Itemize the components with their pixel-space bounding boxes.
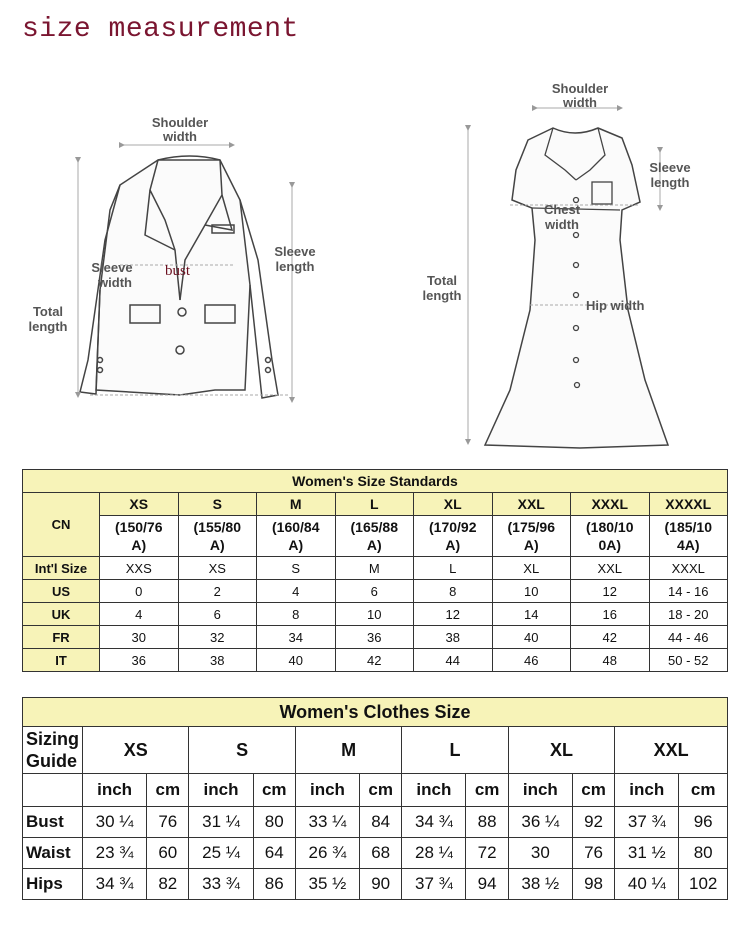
dress-sleeve-length-label-1: Sleeve [649, 160, 691, 175]
table-cell: 80 [679, 838, 728, 869]
table-cell: 10 [492, 580, 571, 603]
table-cell: 46 [492, 649, 571, 672]
table-cell: 18 - 20 [649, 603, 728, 626]
row-label-intl: Int'l Size [23, 557, 100, 580]
table-cell: 72 [466, 838, 508, 869]
unit-cm: cm [466, 774, 508, 807]
table-cell: 26 ¾ [295, 838, 359, 869]
size-name-s: S [178, 493, 257, 516]
dress-shoulder-label-2: width [563, 95, 597, 110]
garment-measurement-illustration [0, 60, 750, 465]
table-cell: 23 ¾ [83, 838, 147, 869]
row-label-hips: Hips [23, 869, 83, 900]
unit-cm: cm [679, 774, 728, 807]
table-cell: 76 [147, 807, 189, 838]
dress-total-length-label-2: length [422, 288, 462, 303]
table-cell: 32 [178, 626, 257, 649]
jacket-total-length-label-1: Total [32, 304, 64, 319]
jacket-total-length-label-2: length [28, 319, 68, 334]
table-row [23, 603, 728, 626]
table-cell: 30 [100, 626, 179, 649]
clothes-size-s: S [189, 727, 295, 774]
table-cell: M [335, 557, 414, 580]
table-row [23, 626, 728, 649]
table-cell: 44 [414, 649, 493, 672]
jacket-sleeve-width-label-1: Sleeve [91, 260, 133, 275]
table-cell: 34 ¾ [402, 807, 466, 838]
dress-drawing [485, 128, 668, 448]
jacket-sleeve-length-label-1: Sleeve [274, 244, 316, 259]
table-cell: 30 ¼ [83, 807, 147, 838]
unit-inch: inch [83, 774, 147, 807]
table-row [23, 649, 728, 672]
blank-cell [23, 774, 83, 807]
sizing-guide-label: Sizing Guide [23, 727, 83, 774]
size-name-xxxl: XXXL [571, 493, 650, 516]
row-label-bust: Bust [23, 807, 83, 838]
cn-label: CN [23, 493, 100, 557]
table-cell: XXS [100, 557, 179, 580]
table-cell: 40 [492, 626, 571, 649]
table-row [23, 838, 728, 869]
size-name-xxxxl: XXXXL [649, 493, 728, 516]
table-cell: 88 [466, 807, 508, 838]
table-cell: 8 [414, 580, 493, 603]
dress-sleeve-length-label-2: length [650, 175, 690, 190]
page-title: size measurement [22, 14, 299, 45]
row-label-fr: FR [23, 626, 100, 649]
table-cell: S [257, 557, 336, 580]
size-name-l: L [335, 493, 414, 516]
table-cell: 36 [335, 626, 414, 649]
unit-inch: inch [295, 774, 359, 807]
dress-total-length-label-1: Total [426, 273, 458, 288]
table-cell: 44 - 46 [649, 626, 728, 649]
size-code-l: (165/88 A) [335, 516, 414, 557]
jacket-bust-label: bust [165, 263, 191, 279]
table-cell: 6 [178, 603, 257, 626]
unit-cm: cm [147, 774, 189, 807]
table-cell: 30 [508, 838, 572, 869]
table-cell: 33 ¼ [295, 807, 359, 838]
table-cell: XXL [571, 557, 650, 580]
size-standards-caption: Women's Size Standards [23, 470, 728, 493]
size-code-xxxl: (180/10 0A) [571, 516, 650, 557]
table-cell: 38 [414, 626, 493, 649]
dress-hip-width-label: Hip width [586, 298, 645, 313]
unit-cm: cm [360, 774, 402, 807]
table-row [23, 807, 728, 838]
size-code-m: (160/84 A) [257, 516, 336, 557]
unit-inch: inch [508, 774, 572, 807]
table-cell: 76 [572, 838, 614, 869]
unit-inch: inch [189, 774, 253, 807]
table-cell: 33 ¾ [189, 869, 253, 900]
table-cell: 4 [100, 603, 179, 626]
table-cell: 12 [414, 603, 493, 626]
row-label-uk: UK [23, 603, 100, 626]
table-cell: 31 ½ [615, 838, 679, 869]
table-cell: 2 [178, 580, 257, 603]
table-cell: 16 [571, 603, 650, 626]
clothes-size-xxl: XXL [615, 727, 728, 774]
table-cell: 31 ¼ [189, 807, 253, 838]
dress-shoulder-label-1: Shoulder [551, 81, 609, 96]
table-cell: 37 ¾ [402, 869, 466, 900]
table-row [23, 580, 728, 603]
size-code-xxl: (175/96 A) [492, 516, 571, 557]
size-code-xxxxl: (185/10 4A) [649, 516, 728, 557]
size-code-xl: (170/92 A) [414, 516, 493, 557]
table-cell: 42 [571, 626, 650, 649]
table-cell: 86 [253, 869, 295, 900]
table-cell: XS [178, 557, 257, 580]
size-name-xxl: XXL [492, 493, 571, 516]
table-cell: 64 [253, 838, 295, 869]
table-cell: 37 ¾ [615, 807, 679, 838]
jacket-shoulder-label-1: Shoulder [151, 115, 209, 130]
unit-inch: inch [615, 774, 679, 807]
row-label-it: IT [23, 649, 100, 672]
table-cell: 25 ¼ [189, 838, 253, 869]
table-cell: 42 [335, 649, 414, 672]
clothes-size-l: L [402, 727, 508, 774]
size-standards-table [22, 469, 728, 672]
garment-diagram [0, 60, 750, 465]
table-cell: 10 [335, 603, 414, 626]
size-name-m: M [257, 493, 336, 516]
table-cell: 92 [572, 807, 614, 838]
table-cell: 80 [253, 807, 295, 838]
table-cell: XXXL [649, 557, 728, 580]
clothes-size-xs: XS [83, 727, 189, 774]
table-cell: 102 [679, 869, 728, 900]
table-cell: 6 [335, 580, 414, 603]
size-name-xs: XS [100, 493, 179, 516]
jacket-sleeve-width-label-2: width [98, 275, 132, 290]
size-name-xl: XL [414, 493, 493, 516]
table-cell: 8 [257, 603, 336, 626]
clothes-size-table [22, 697, 728, 900]
size-code-s: (155/80 A) [178, 516, 257, 557]
table-cell: 40 ¼ [615, 869, 679, 900]
table-cell: 50 - 52 [649, 649, 728, 672]
table-cell: 0 [100, 580, 179, 603]
jacket-shoulder-label-2: width [163, 129, 197, 144]
table-cell: 34 ¾ [83, 869, 147, 900]
table-cell: 38 ½ [508, 869, 572, 900]
row-label-us: US [23, 580, 100, 603]
table-row [23, 869, 728, 900]
table-cell: 36 [100, 649, 179, 672]
table-cell: 4 [257, 580, 336, 603]
table-cell: 84 [360, 807, 402, 838]
table-cell: 14 [492, 603, 571, 626]
row-label-waist: Waist [23, 838, 83, 869]
table-cell: 14 - 16 [649, 580, 728, 603]
table-cell: 96 [679, 807, 728, 838]
dress-chest-label-2: width [545, 217, 579, 232]
jacket-sleeve-length-label-2: length [275, 259, 315, 274]
table-cell: 48 [571, 649, 650, 672]
table-cell: 68 [360, 838, 402, 869]
table-cell: 82 [147, 869, 189, 900]
table-cell: 12 [571, 580, 650, 603]
table-cell: 60 [147, 838, 189, 869]
table-cell: 38 [178, 649, 257, 672]
table-cell: 28 ¼ [402, 838, 466, 869]
table-cell: 40 [257, 649, 336, 672]
table-cell: 90 [360, 869, 402, 900]
unit-cm: cm [253, 774, 295, 807]
table-cell: L [414, 557, 493, 580]
size-code-xs: (150/76 A) [100, 516, 179, 557]
table-row [23, 557, 728, 580]
table-cell: 34 [257, 626, 336, 649]
clothes-size-caption: Women's Clothes Size [23, 698, 728, 727]
table-cell: XL [492, 557, 571, 580]
dress-chest-label-1: Chest [543, 202, 581, 217]
table-cell: 94 [466, 869, 508, 900]
clothes-size-m: M [295, 727, 401, 774]
table-cell: 35 ½ [295, 869, 359, 900]
clothes-size-xl: XL [508, 727, 614, 774]
unit-inch: inch [402, 774, 466, 807]
table-cell: 98 [572, 869, 614, 900]
unit-cm: cm [572, 774, 614, 807]
table-cell: 36 ¼ [508, 807, 572, 838]
